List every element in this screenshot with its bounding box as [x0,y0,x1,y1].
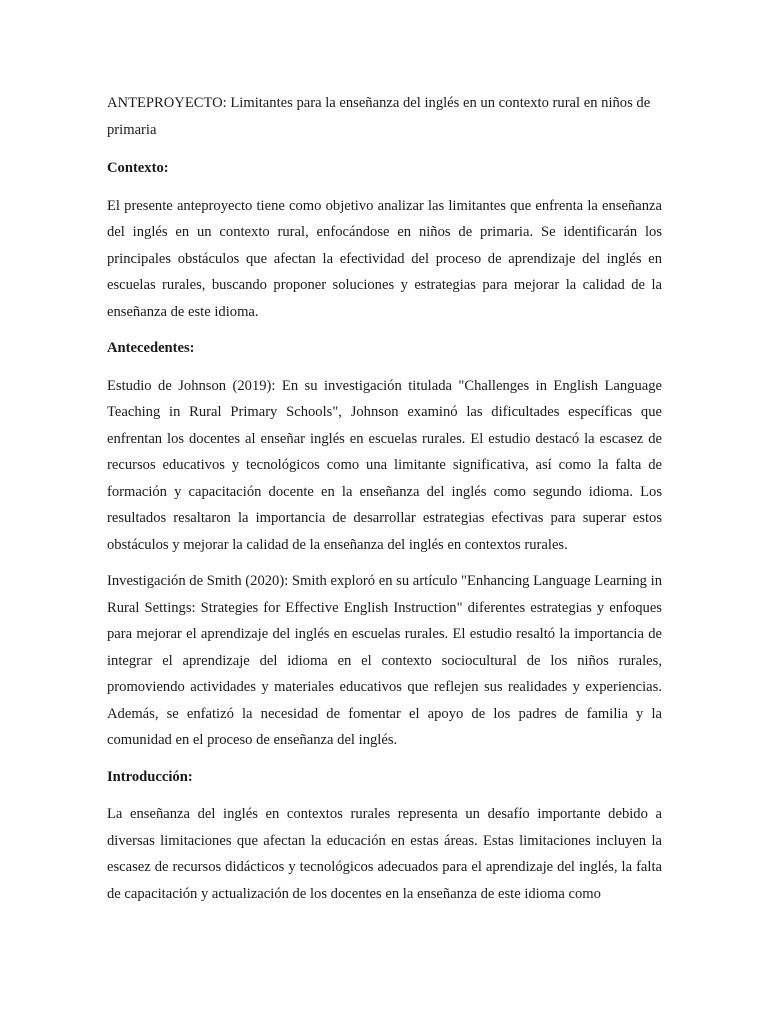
section-heading-contexto: Contexto: [107,160,169,176]
document-title: ANTEPROYECTO: Limitantes para la enseñanza del inglés en un contexto rural en niños de primaria [107,95,651,138]
section-heading-antecedentes: Antecedentes: [107,340,195,356]
paragraph-johnson: Estudio de Johnson (2019): En su investigación titulada "Challenges in English Language Teaching in Rural Primary Schools", Johnson examinó las dificultades específicas que enfrentan los docentes al enseñar inglés en escuelas rurales. El estudio destacó la escasez de recursos educativos y tecnológicos como una limitante significativa, así como la falta de formación y capacitación docente en la enseñanza del inglés como segundo idioma. Los resultados resaltaron la importancia de desarrollar estrategias efectivas para superar estos obstáculos y mejorar la calidad de la enseñanza del inglés en contextos rurales. [107,377,662,553]
paragraph-introduccion: La enseñanza del inglés en contextos rurales representa un desafío importante debido a diversas limitaciones que afectan la educación en estas áreas. Estas limitaciones incluyen la escasez de recursos didácticos y tecnológicos adecuados para el aprendizaje del inglés, la falta de capacitación y actualización de los docentes en la enseñanza de este idioma como [107,806,662,902]
paragraph-contexto: El presente anteproyecto tiene como objetivo analizar las limitantes que enfrenta la enseñanza del inglés en un contexto rural, enfocándose en niños de primaria. Se identificarán los principales obstáculos que afectan la efectividad del proceso de aprendizaje del inglés en escuelas rurales, buscando proponer soluciones y estrategias para mejorar la calidad de la enseñanza de este idioma. [107,197,662,320]
section-heading-introduccion: Introducción: [107,768,193,785]
document-page [107,90,662,917]
paragraph-smith: Investigación de Smith (2020): Smith exploró en su artículo "Enhancing Language Learning in Rural Settings: Strategies for Effective English Instruction" diferentes estrategias y enfoques para mejorar el aprendizaje del inglés en escuelas rurales. El estudio resaltó la importancia de integrar el aprendizaje del idioma en el contexto sociocultural de los niños rurales, promoviendo actividades y materiales educativos que reflejen sus realidades y experiencias. Además, se enfatizó la necesidad de fomentar el apoyo de los padres de familia y la comunidad en el proceso de enseñanza del inglés. [107,573,662,748]
